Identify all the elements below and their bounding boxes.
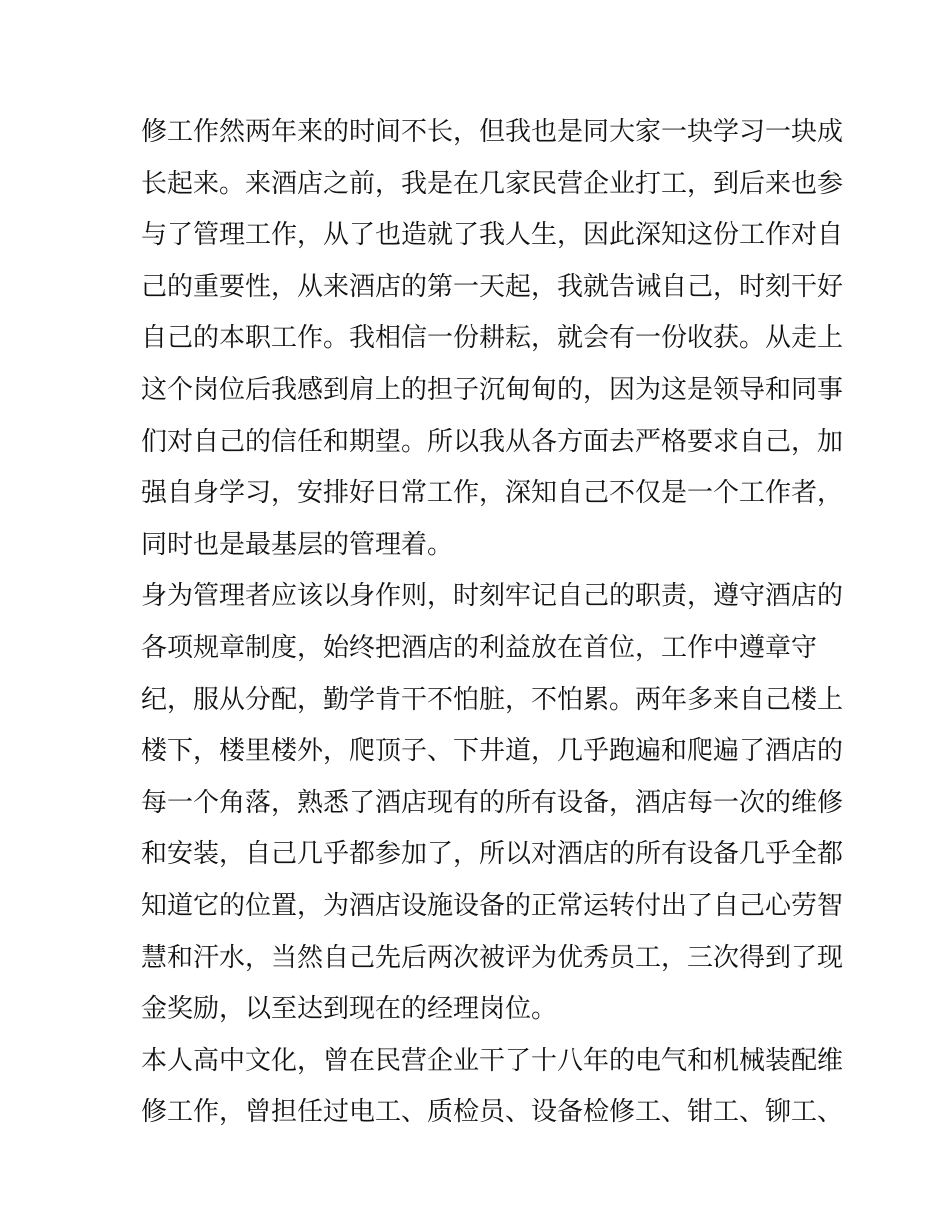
text-line: 金奖励，以至达到现在的经理岗位。: [141, 994, 558, 1025]
text-line: 本人高中文化，曾在民营企业干了十八年的电气和机械装配维: [141, 1045, 844, 1076]
text-line: 每一个角落，熟悉了酒店现有的所有设备，酒店每一次的维修: [141, 787, 844, 818]
text-line: 这个岗位后我感到肩上的担子沉甸甸的，因为这是领导和同事: [141, 374, 844, 405]
text-line: 慧和汗水，当然自己先后两次被评为优秀员工，三次得到了现: [141, 942, 844, 973]
text-line: 纪，服从分配，勤学肯干不怕脏，不怕累。两年多来自己楼上: [141, 684, 844, 715]
text-line: 和安装，自己几乎都参加了，所以对酒店的所有设备几乎全都: [141, 839, 844, 870]
text-line: 自己的本职工作。我相信一份耕耘，就会有一份收获。从走上: [141, 323, 844, 354]
text-line: 修工作，曾担任过电工、质检员、设备检修工、钳工、铆工、: [141, 1097, 844, 1128]
text-line: 楼下，楼里楼外，爬顶子、下井道，几乎跑遍和爬遍了酒店的: [141, 736, 844, 767]
text-line: 各项规章制度，始终把酒店的利益放在首位，工作中遵章守: [141, 632, 818, 663]
text-line: 长起来。来酒店之前，我是在几家民营企业打工，到后来也参: [141, 168, 844, 199]
text-line: 与了管理工作，从了也造就了我人生，因此深知这份工作对自: [141, 220, 844, 251]
text-line: 己的重要性，从来酒店的第一天起，我就告诫自己，时刻干好: [141, 271, 844, 302]
text-line: 身为管理者应该以身作则，时刻牢记自己的职责，遵守酒店的: [141, 581, 844, 612]
text-line: 知道它的位置，为酒店设施设备的正常运转付出了自己心劳智: [141, 890, 844, 921]
text-line: 强自身学习，安排好日常工作，深知自己不仅是一个工作者，: [141, 478, 844, 509]
body-text: [141, 107, 844, 1139]
text-line: 们对自己的信任和期望。所以我从各方面去严格要求自己，加: [141, 426, 844, 457]
text-line: 同时也是最基层的管理着。: [141, 529, 454, 560]
text-line: 修工作然两年来的时间不长，但我也是同大家一块学习一块成: [141, 117, 844, 147]
